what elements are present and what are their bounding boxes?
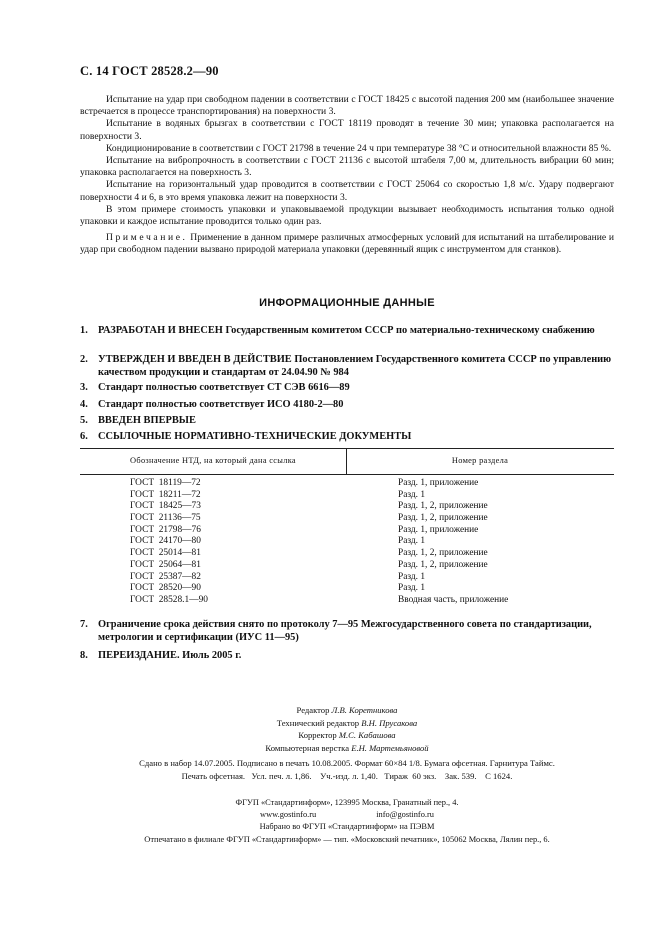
info-item-number: 6. bbox=[80, 431, 88, 442]
table-cell-document: ГОСТ 28528.1—90 bbox=[130, 594, 208, 605]
credit-name: В.Н. Прусакова bbox=[361, 717, 418, 728]
table-cell-section: Вводная часть, приложение bbox=[398, 594, 509, 605]
table-row bbox=[80, 583, 614, 595]
table-header-section: Номер раздела bbox=[451, 456, 509, 465]
note-label: Примечание. bbox=[106, 232, 188, 244]
table-rule-header bbox=[80, 474, 614, 475]
credit-line bbox=[80, 717, 614, 730]
credit-role: Компьютерная верстка bbox=[265, 742, 350, 753]
info-item bbox=[80, 415, 614, 428]
paragraph: В этом примере стоимость упаковки и упаковываемой продукции вызывает необходимость испытания только одной упаковки и каждое испытание проводится только один раз. bbox=[80, 203, 614, 228]
publisher-footer bbox=[80, 797, 614, 846]
table-cell-section: Разд. 1, 2, приложение bbox=[398, 559, 488, 570]
paragraph: Испытание в водяных брызгах в соответствии с ГОСТ 18119 проводят в течение 30 мин; упаковка располагается на поверхности 3. bbox=[80, 118, 614, 142]
info-item-number: 4. bbox=[80, 399, 88, 410]
paragraph: Испытание на горизонтальный удар проводится в соответствии с ГОСТ 25064 со скоростью 1,8 м/с. Удару подвергают поверхности 4 и 6, в это время упаковка лежит на поверхности 3. bbox=[80, 179, 614, 203]
note-paragraph bbox=[80, 232, 614, 256]
table-cell-section: Разд. 1 bbox=[398, 536, 426, 547]
info-item bbox=[80, 619, 614, 644]
table-header-document: Обозначение НТД, на который дана ссылка bbox=[130, 456, 296, 465]
info-item-text: ВВЕДЕН ВПЕРВЫЕ bbox=[98, 415, 196, 426]
info-item bbox=[80, 354, 614, 379]
info-item-number: 2. bbox=[80, 354, 88, 365]
credit-line bbox=[80, 729, 614, 742]
table-row bbox=[80, 501, 614, 513]
info-item-text: Ограничение срока действия снято по протоколу 7—95 Межгосударственного совета по стандартизации, метрологии и сертификации (ИУС 11—95) bbox=[98, 619, 592, 643]
table-cell-section: Разд. 1, 2, приложение bbox=[398, 501, 488, 512]
info-item bbox=[80, 325, 614, 338]
table-cell-section: Разд. 1, приложение bbox=[398, 524, 479, 535]
credit-line bbox=[80, 742, 614, 755]
credit-name: М.С. Кабашова bbox=[338, 730, 396, 741]
info-item bbox=[80, 399, 614, 412]
table-cell-section: Разд. 1, приложение bbox=[398, 478, 479, 488]
info-item-number: 7. bbox=[80, 619, 88, 630]
table-cell-section: Разд. 1 bbox=[398, 571, 426, 582]
credit-role: Редактор bbox=[296, 705, 330, 715]
info-item-text: ССЫЛОЧНЫЕ НОРМАТИВНО-ТЕХНИЧЕСКИЕ ДОКУМЕНТЫ bbox=[98, 431, 412, 442]
table-rule-top bbox=[80, 448, 614, 449]
table-cell-section: Разд. 1, 2, приложение bbox=[398, 513, 488, 524]
credit-line bbox=[80, 704, 614, 717]
table-cell-document: ГОСТ 18211—72 bbox=[130, 489, 201, 500]
publisher-website: www.gostinfo.ru bbox=[260, 810, 317, 820]
info-item bbox=[80, 431, 614, 444]
table-cell-document: ГОСТ 21798—76 bbox=[130, 524, 201, 535]
info-item-text: Стандарт полностью соответствует СТ СЭВ 6616—89 bbox=[98, 382, 350, 393]
table-cell-section: Разд. 1, 2, приложение bbox=[398, 548, 488, 559]
table-body bbox=[80, 478, 614, 607]
info-section-title: ИНФОРМАЦИОННЫЕ ДАННЫЕ bbox=[259, 297, 435, 309]
table-cell-section: Разд. 1 bbox=[398, 583, 426, 594]
table-row bbox=[80, 560, 614, 572]
page-header: С. 14 ГОСТ 28528.2—90 bbox=[80, 64, 219, 78]
table-row bbox=[80, 490, 614, 502]
table-row bbox=[80, 548, 614, 560]
info-item-number: 5. bbox=[80, 415, 88, 426]
publication-line: Печать офсетная. Усл. печ. л. 1,86. Уч.-изд. л. 1,40. Тираж 60 экз. Зак. 539. С 1624. bbox=[181, 770, 513, 781]
table-row bbox=[80, 572, 614, 584]
credit-name: Л.В. Коретникова bbox=[331, 705, 398, 715]
info-item-text: РАЗРАБОТАН И ВНЕСЕН Государственным комитетом СССР по материально-техническому снабжению bbox=[98, 325, 595, 336]
info-item-number: 8. bbox=[80, 650, 88, 661]
table-cell-document: ГОСТ 25387—82 bbox=[130, 571, 201, 582]
paragraph: Кондиционирование в соответствии с ГОСТ 21798 в течение 24 ч при температуре 38 °С и относительной влажности 85 %. bbox=[106, 142, 612, 154]
table-cell-document: ГОСТ 28520—90 bbox=[130, 583, 201, 594]
info-item-text: ПЕРЕИЗДАНИЕ. Июль 2005 г. bbox=[98, 650, 242, 661]
info-item-number: 1. bbox=[80, 325, 88, 336]
table-cell-document: ГОСТ 25014—81 bbox=[130, 548, 201, 559]
table-cell-section: Разд. 1 bbox=[398, 489, 426, 500]
publication-info bbox=[80, 757, 614, 782]
publisher-contacts bbox=[80, 809, 614, 821]
body-text bbox=[80, 94, 614, 257]
table-row bbox=[80, 525, 614, 537]
credit-name: Е.Н. Мартемьяновой bbox=[351, 742, 429, 753]
credits-block bbox=[80, 704, 614, 754]
info-item bbox=[80, 382, 614, 395]
credit-role: Корректор bbox=[298, 730, 337, 741]
table-cell-document: ГОСТ 21136—75 bbox=[130, 513, 201, 524]
credit-role: Технический редактор bbox=[276, 717, 360, 728]
paragraph: Испытание на удар при свободном падении в соответствии с ГОСТ 18425 с высотой падения 200 мм (наибольшее значение встречается в процессе транспортирования) на поверхности 3. bbox=[80, 94, 614, 118]
table-cell-document: ГОСТ 18425—73 bbox=[130, 501, 201, 512]
table-row bbox=[80, 513, 614, 525]
table-cell-document: ГОСТ 25064—81 bbox=[130, 559, 201, 570]
table-cell-document: ГОСТ 24170—80 bbox=[130, 536, 201, 547]
note-text: Применение в данном примере различных атмосферных условий для испытаний на штабелирование и удар при свободном падении вызвано природой материала упаковки (деревянный ящик с инструментом для станков). bbox=[80, 232, 614, 256]
table-row bbox=[80, 595, 614, 607]
table-cell-document: ГОСТ 18119—72 bbox=[130, 478, 201, 488]
table-row bbox=[80, 536, 614, 548]
info-item bbox=[80, 650, 614, 663]
info-item-text: Стандарт полностью соответствует ИСО 4180-2—80 bbox=[98, 399, 344, 410]
publication-line: Сдано в набор 14.07.2005. Подписано в печать 10.08.2005. Формат 60×84 1/8. Бумага офсетная. Гарнитура Таймс. bbox=[139, 758, 555, 768]
paragraph: Испытание на вибропрочность в соответствии с ГОСТ 21136 с высотой штабеля 7,00 м, длительность вибрации 60 мин; упаковка располагается на поверхность 3. bbox=[80, 155, 614, 179]
typesetting-note: Набрано во ФГУП «Стандартинформ» на ПЭВМ bbox=[259, 822, 435, 832]
printing-note: Отпечатано в филиале ФГУП «Стандартинформ» — тип. «Московский печатник», 105062 Москва, Лялин пер., 6. bbox=[144, 834, 550, 844]
publisher-email: info@gostinfo.ru bbox=[376, 810, 434, 820]
info-item-number: 3. bbox=[80, 382, 88, 393]
table-row bbox=[80, 478, 614, 490]
publisher-address: ФГУП «Стандартинформ», 123995 Москва, Гранатный пер., 4. bbox=[235, 798, 459, 807]
info-item-text: УТВЕРЖДЕН И ВВЕДЕН В ДЕЙСТВИЕ Постановлением Государственного комитета СССР по управлению качеством продукции и стандартам от 24.04.90 № 984 bbox=[98, 354, 612, 378]
